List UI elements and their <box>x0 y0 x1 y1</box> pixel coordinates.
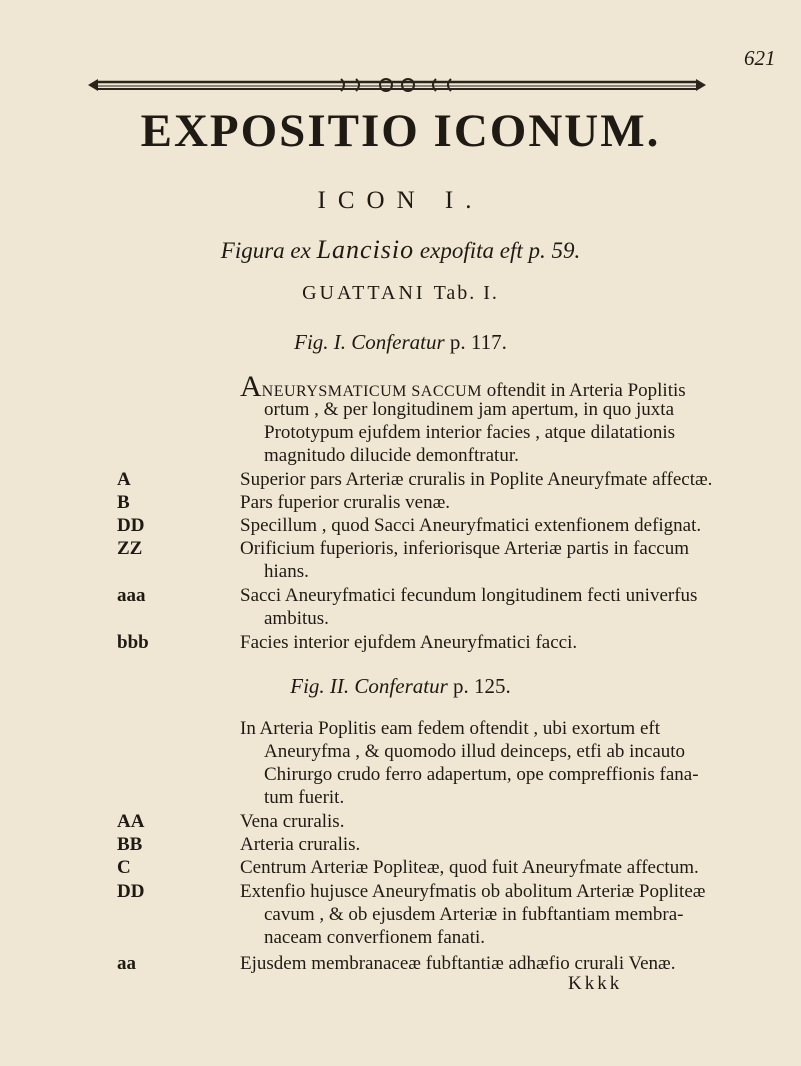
source-tab: Tab. I. <box>433 282 499 304</box>
legend-text: Extenfio hujusce Aneuryfmatis ob abolitum Arteriæ Popliteæ <box>240 881 706 902</box>
fig2-intro-line: In Arteria Poplitis eam fedem oftendit , ubi exortum eft <box>240 718 661 739</box>
legend-text: Facies interior ejufdem Aneuryfmatici facci. <box>240 632 578 653</box>
legend-label: ZZ <box>117 538 143 559</box>
legend-text: Orificium fuperioris, inferiorisque Arteriæ partis in faccum <box>240 538 690 559</box>
fig1-heading-fig: Fig. I. <box>294 330 347 354</box>
fig2-heading <box>0 674 801 699</box>
fig1-intro-rest: oftendit in Arteria Poplitis <box>486 380 686 401</box>
fig1-intro-line: ortum , & per longitudinem jam apertum, in quo juxta <box>264 399 675 420</box>
drop-initial: A <box>240 370 262 403</box>
fig2-heading-fig: Fig. II. <box>290 674 350 698</box>
legend-text: Vena cruralis. <box>240 811 345 832</box>
fig2-intro-line: Aneuryfma , & quomodo illud deinceps, etfi ab incauto <box>264 741 686 762</box>
plate-source-line <box>0 282 801 305</box>
legend-label: aa <box>117 953 136 974</box>
fig1-intro-caps: NEURYSMATICUM SACCUM <box>261 383 482 400</box>
legend-label: C <box>117 857 131 878</box>
page-number: 621 <box>744 46 776 70</box>
ornament-rule-icon <box>86 75 708 95</box>
source-author: GUATTANI <box>302 282 426 304</box>
legend-label: DD <box>117 515 145 536</box>
fig1-heading-text: Conferatur <box>351 330 445 354</box>
signature-mark: Kkkk <box>568 973 623 994</box>
icon-heading: ICON I. <box>317 187 484 214</box>
figure-suffix: expofita eft p. 59. <box>419 238 581 263</box>
legend-label: AA <box>117 811 145 832</box>
legend-text: Specillum , quod Sacci Aneuryfmatici extenfionem defignat. <box>240 515 702 536</box>
legend-text: cavum , & ob ejusdem Arteriæ in fubftantiam membra- <box>264 904 684 925</box>
legend-label: bbb <box>117 632 149 653</box>
legend-text: Superior pars Arteriæ cruralis in Poplite Aneuryfmate affectæ. <box>240 469 713 490</box>
fig1-heading <box>0 330 801 355</box>
legend-label: aaa <box>117 585 146 606</box>
legend-text: naceam converfionem fanati. <box>264 927 486 948</box>
fig1-intro-line: Prototypum ejufdem interior facies , atque dilatationis <box>264 422 676 443</box>
legend-label: DD <box>117 881 145 902</box>
fig2-heading-page: p. 125. <box>453 674 511 698</box>
legend-text: Ejusdem membranaceæ fubftantiæ adhæfio crurali Venæ. <box>240 953 676 974</box>
legend-text: hians. <box>264 561 309 582</box>
fig2-heading-text: Conferatur <box>354 674 448 698</box>
legend-text: Centrum Arteriæ Popliteæ, quod fuit Aneuryfmate affectum. <box>240 857 699 878</box>
fig1-heading-page: p. 117. <box>449 330 507 354</box>
legend-text: ambitus. <box>264 608 329 629</box>
legend-text: Sacci Aneuryfmatici fecundum longitudinem fecti univerfus <box>240 585 698 606</box>
legend-label: BB <box>117 834 143 855</box>
fig1-intro-line: magnitudo dilucide demonftratur. <box>264 445 519 466</box>
legend-label: A <box>117 469 131 490</box>
figure-source-line <box>0 235 801 265</box>
legend-text: Pars fuperior cruralis venæ. <box>240 492 450 513</box>
fig2-intro-line: Chirurgo crudo ferro adapertum, ope compreffionis fana- <box>264 764 699 785</box>
figure-prefix: Figura ex <box>220 238 311 263</box>
legend-label: B <box>117 492 130 513</box>
page-title: EXPOSITIO ICONUM. <box>140 105 661 157</box>
fig2-intro-line: tum fuerit. <box>264 787 345 808</box>
figure-author: Lancisio <box>316 235 415 264</box>
legend-text: Arteria cruralis. <box>240 834 361 855</box>
